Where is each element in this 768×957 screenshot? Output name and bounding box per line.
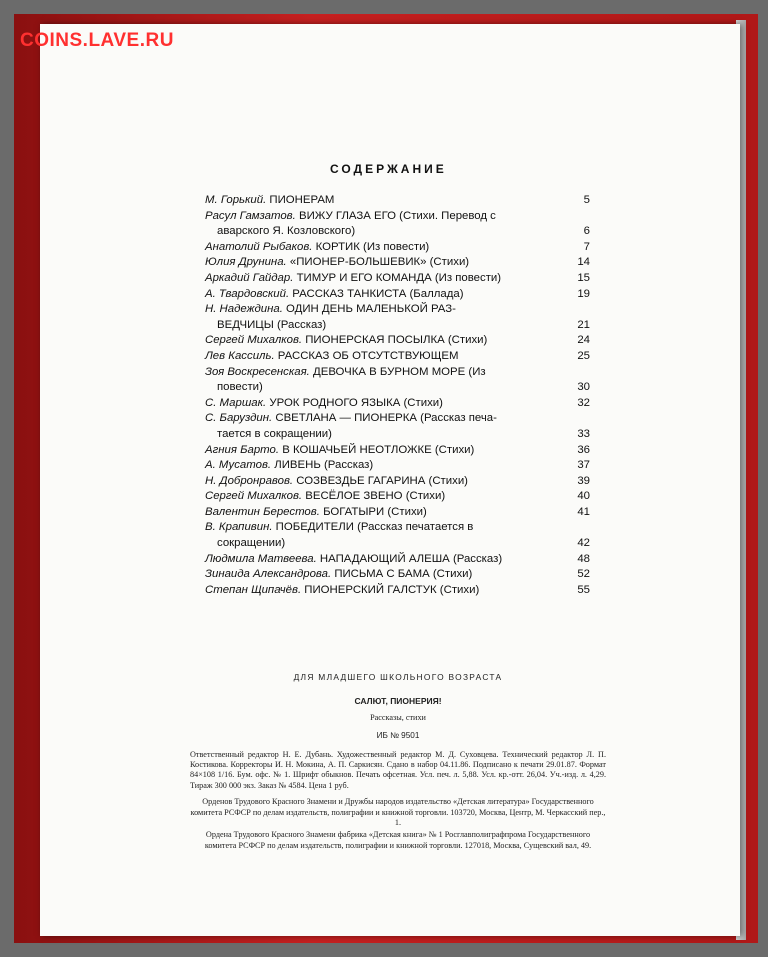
toc-title-continuation: ВЕДЧИЦЫ (Рассказ): [217, 318, 327, 331]
toc-author: Н. Надеждина.: [205, 303, 283, 316]
toc-entry: [205, 209, 590, 240]
toc-author: С. Баруздин.: [205, 412, 273, 425]
toc-entry: [205, 302, 590, 333]
toc-work-title: ПИОНЕРСКИЙ ГАЛСТУК (Стихи): [304, 583, 480, 596]
toc-work-title: ПОБЕДИТЕЛИ (Рассказ печатается в: [275, 521, 474, 534]
ib-number: ИБ № 9501: [376, 731, 420, 741]
toc-author: Сергей Михалков.: [205, 490, 303, 503]
toc-entry: [205, 489, 590, 505]
toc-page-number: 41: [577, 505, 590, 518]
toc-author: Расул Гамзатов.: [205, 209, 296, 222]
toc-page-number: 14: [577, 256, 590, 269]
toc-entry: [205, 505, 590, 521]
toc-page-number: 15: [577, 271, 590, 284]
toc-entry: [205, 411, 590, 442]
toc-entry: [205, 458, 590, 474]
book-title: САЛЮТ, ПИОНЕРИЯ!: [354, 696, 442, 707]
toc-entry: [205, 552, 590, 568]
toc-work-title: СВЕТЛАНА — ПИОНЕРКА (Рассказ печа-: [275, 412, 497, 425]
toc-entry: [205, 443, 590, 459]
toc-author: Юлия Друнина.: [205, 256, 287, 269]
toc-entry: [205, 240, 590, 256]
toc-page-number: 30: [577, 381, 590, 394]
toc-work-title: ОДИН ДЕНЬ МАЛЕНЬКОЙ РАЗ-: [286, 303, 456, 316]
toc-title: СОДЕРЖАНИЕ: [330, 162, 447, 176]
imprint: [190, 672, 606, 853]
toc-author: Лев Кассиль.: [205, 349, 275, 362]
toc-work-title: БОГАТЫРИ (Стихи): [323, 505, 427, 518]
toc-work-title: ПИОНЕРСКАЯ ПОСЫЛКА (Стихи): [305, 334, 488, 347]
toc-page-number: 55: [577, 583, 590, 596]
toc-page-number: 7: [583, 240, 590, 253]
toc-work-title: КОРТИК (Из повести): [315, 240, 430, 253]
toc-page-number: 33: [577, 427, 590, 440]
toc-page-number: 40: [577, 490, 590, 503]
toc-entry: [205, 365, 590, 396]
toc-page-number: 48: [577, 552, 590, 565]
toc-entry: [205, 349, 590, 365]
toc-page-number: 5: [583, 194, 590, 206]
toc-title-continuation: тается в сокращении): [217, 427, 332, 440]
toc-page-number: 36: [577, 443, 590, 456]
editorial-credits: Ответственный редактор Н. Е. Дубань. Художественный редактор М. Д. Суховцева. Технический редактор Л. П. Костикова. Корректоры И. Н. Мокина, А. П. Саркисян. Сдано в набор 04.11.86. Подписано к печати 29.01.87. Формат 84×108 1/16. Бум. офс. № 1. Шрифт обыкнов. Печать офсетная. Усл. печ. л. 5,88. Усл. кр.-отт. 26,04. Уч.-изд. л. 4,29. Тираж 300 000 экз. Заказ № 4584. Цена 1 руб.: [190, 749, 606, 790]
toc-page-number: 37: [577, 459, 590, 472]
toc-author: А. Твардовский.: [205, 287, 290, 300]
toc-author: Степан Щипачёв.: [205, 583, 302, 596]
toc-entry: [205, 333, 590, 349]
toc-author: Людмила Матвеева.: [205, 552, 317, 565]
publisher-info: Орденов Трудового Красного Знамени и Дружбы народов издательство «Детская литература» Государственного комитета РСФСР по делам издательств, полиграфии и книжной торговли. 103720, Москва, Центр, М. Черкасский пер., 1.: [190, 797, 606, 828]
toc-page-number: 32: [577, 396, 590, 409]
toc-work-title: РАССКАЗ ОБ ОТСУТСТВУЮЩЕМ: [277, 349, 459, 362]
toc-work-title: ВЕСЁЛОЕ ЗВЕНО (Стихи): [305, 490, 446, 503]
toc-page-number: 19: [577, 287, 590, 300]
toc-page-number: 6: [583, 225, 590, 238]
toc-entry: [205, 474, 590, 490]
series-line: ДЛЯ МЛАДШЕГО ШКОЛЬНОГО ВОЗРАСТА: [293, 672, 503, 682]
toc-work-title: УРОК РОДНОГО ЯЗЫКА (Стихи): [269, 396, 443, 409]
toc-title-continuation: сокращении): [217, 537, 286, 550]
toc-work-title: «ПИОНЕР-БОЛЬШЕВИК» (Стихи): [289, 256, 470, 269]
toc-page-number: 24: [577, 334, 590, 347]
toc-page-number: 42: [577, 537, 590, 550]
toc-page-number: 25: [577, 349, 590, 362]
toc-entry: [205, 396, 590, 412]
table-of-contents: [205, 193, 590, 598]
toc-author: Валентин Берестов.: [205, 505, 320, 518]
toc-title-continuation: повести): [217, 381, 263, 394]
book-subtitle: Рассказы, стихи: [370, 712, 426, 722]
toc-author: С. Маршак.: [205, 396, 267, 409]
toc-work-title: ТИМУР И ЕГО КОМАНДА (Из повести): [296, 271, 502, 284]
toc-work-title: В КОШАЧЬЕЙ НЕОТЛОЖКЕ (Стихи): [282, 443, 475, 456]
toc-entry: [205, 567, 590, 583]
toc-author: Н. Добронравов.: [205, 474, 294, 487]
toc-page-number: 39: [577, 474, 590, 487]
watermark: COINS.LAVE.RU: [20, 30, 174, 51]
toc-author: А. Мусатов.: [205, 459, 272, 472]
toc-author: Аркадий Гайдар.: [205, 271, 294, 284]
toc-work-title: ЛИВЕНЬ (Рассказ): [274, 459, 374, 472]
toc-entry: [205, 255, 590, 271]
toc-work-title: ДЕВОЧКА В БУРНОМ МОРЕ (Из: [313, 365, 486, 378]
toc-work-title: ПИОНЕРАМ: [269, 194, 335, 206]
toc-author: В. Крапивин.: [205, 521, 273, 534]
printer-info: Ордена Трудового Красного Знамени фабрика «Детская книга» № 1 Росглавполиграфпрома Государственного комитета РСФСР по делам издательств, полиграфии и книжной торговли. 127018, Москва, Сущевский вал, 49.: [204, 830, 592, 850]
toc-author: Сергей Михалков.: [205, 334, 303, 347]
toc-author: Зинаида Александрова.: [205, 568, 332, 581]
toc-work-title: СОЗВЕЗДЬЕ ГАГАРИНА (Стихи): [296, 474, 468, 487]
toc-work-title: РАССКАЗ ТАНКИСТА (Баллада): [292, 287, 464, 300]
toc-work-title: НАПАДАЮЩИЙ АЛЕША (Рассказ): [319, 552, 503, 565]
toc-page-number: 52: [577, 568, 590, 581]
toc-entry: [205, 271, 590, 287]
toc-entry: [205, 583, 590, 599]
toc-author: Зоя Воскресенская.: [205, 365, 310, 378]
toc-entry: [205, 520, 590, 551]
toc-title-continuation: аварского Я. Козловского): [217, 225, 356, 238]
toc-work-title: ПИСЬМА С БАМА (Стихи): [334, 568, 473, 581]
toc-page-number: 21: [577, 318, 590, 331]
toc-entry: [205, 287, 590, 303]
toc-author: М. Горький.: [205, 194, 267, 206]
toc-author: Анатолий Рыбаков.: [205, 240, 313, 253]
toc-entry: [205, 193, 590, 209]
toc-author: Агния Барто.: [205, 443, 280, 456]
toc-work-title: ВИЖУ ГЛАЗА ЕГО (Стихи. Перевод с: [298, 209, 496, 222]
